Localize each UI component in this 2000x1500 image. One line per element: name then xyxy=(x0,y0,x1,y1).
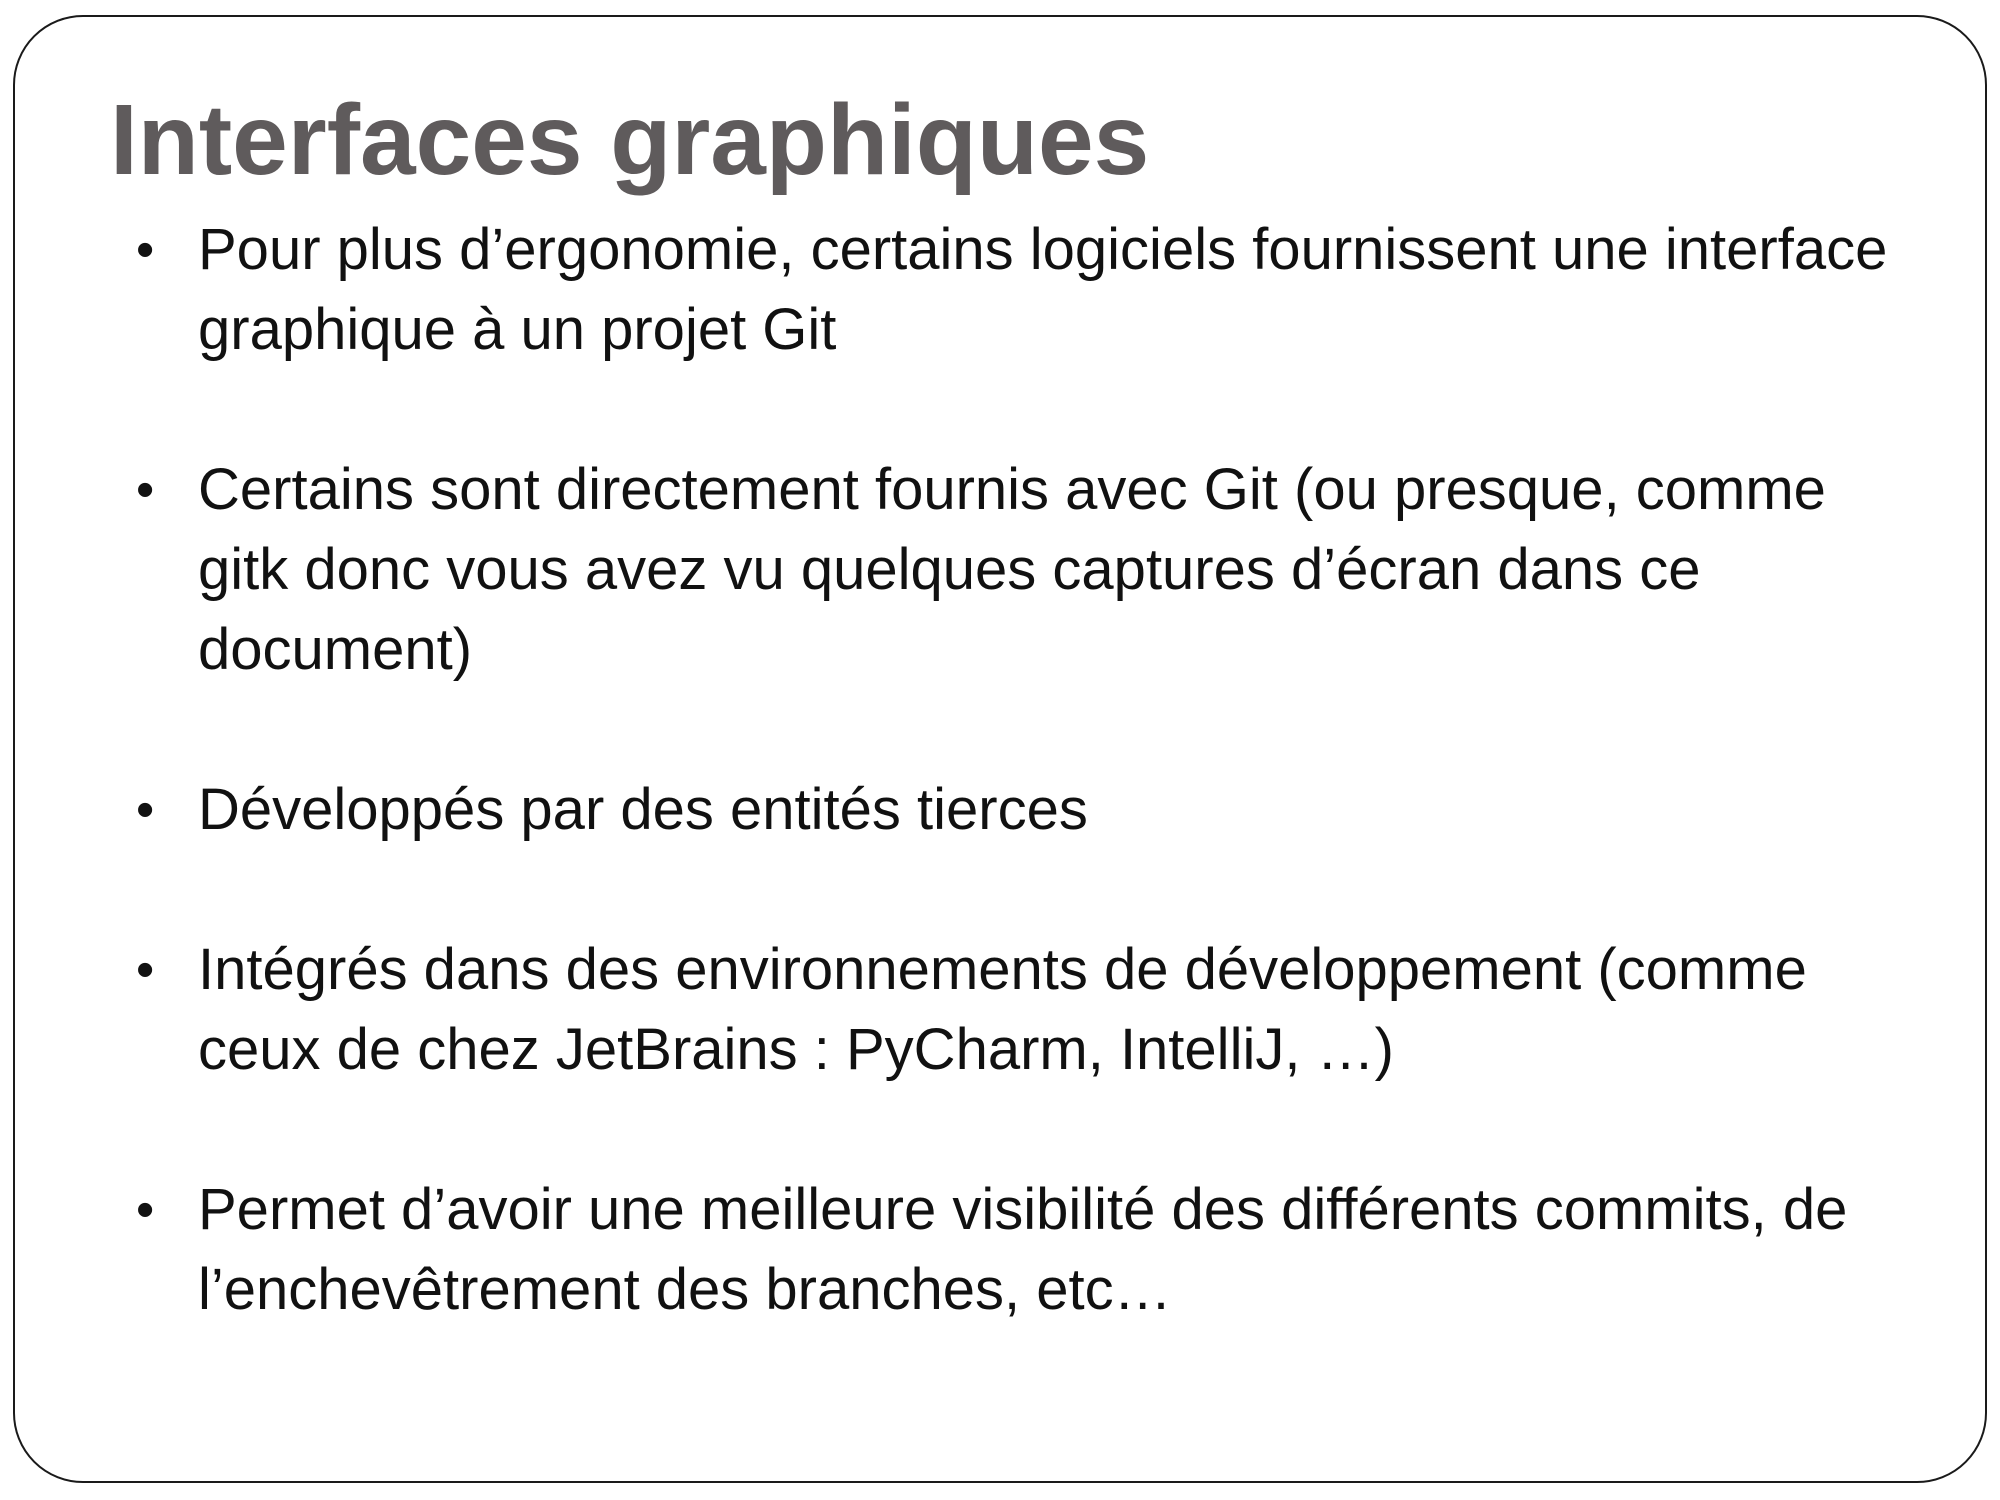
bullet-text: Pour plus d’ergonomie, certains logiciels fournissent une interface graphique à un projet Git xyxy=(198,217,1888,362)
slide-title: Interfaces graphiques xyxy=(110,84,1150,196)
bullet-item xyxy=(130,1170,1930,1330)
bullet-item xyxy=(130,210,1930,370)
bullet-text: Certains sont directement fournis avec Git (ou presque, comme gitk donc vous avez vu quelques captures d’écran dans ce document) xyxy=(198,457,1826,682)
bullet-text: Développés par des entités tierces xyxy=(198,777,1088,842)
bullet-dot-icon: • xyxy=(136,1181,155,1239)
bullet-dot-icon: • xyxy=(136,781,155,839)
bullet-text: Permet d’avoir une meilleure visibilité des différents commits, de l’enchevêtrement des branches, etc… xyxy=(198,1177,1848,1322)
bullet-item xyxy=(130,450,1930,690)
bullet-list xyxy=(130,210,1930,1410)
bullet-dot-icon: • xyxy=(136,941,155,999)
bullet-item xyxy=(130,770,1930,850)
bullet-dot-icon: • xyxy=(136,461,155,519)
bullet-text: Intégrés dans des environnements de développement (comme ceux de chez JetBrains : PyCharm, IntelliJ, …) xyxy=(198,937,1807,1082)
bullet-item xyxy=(130,930,1930,1090)
bullet-dot-icon: • xyxy=(136,221,155,279)
